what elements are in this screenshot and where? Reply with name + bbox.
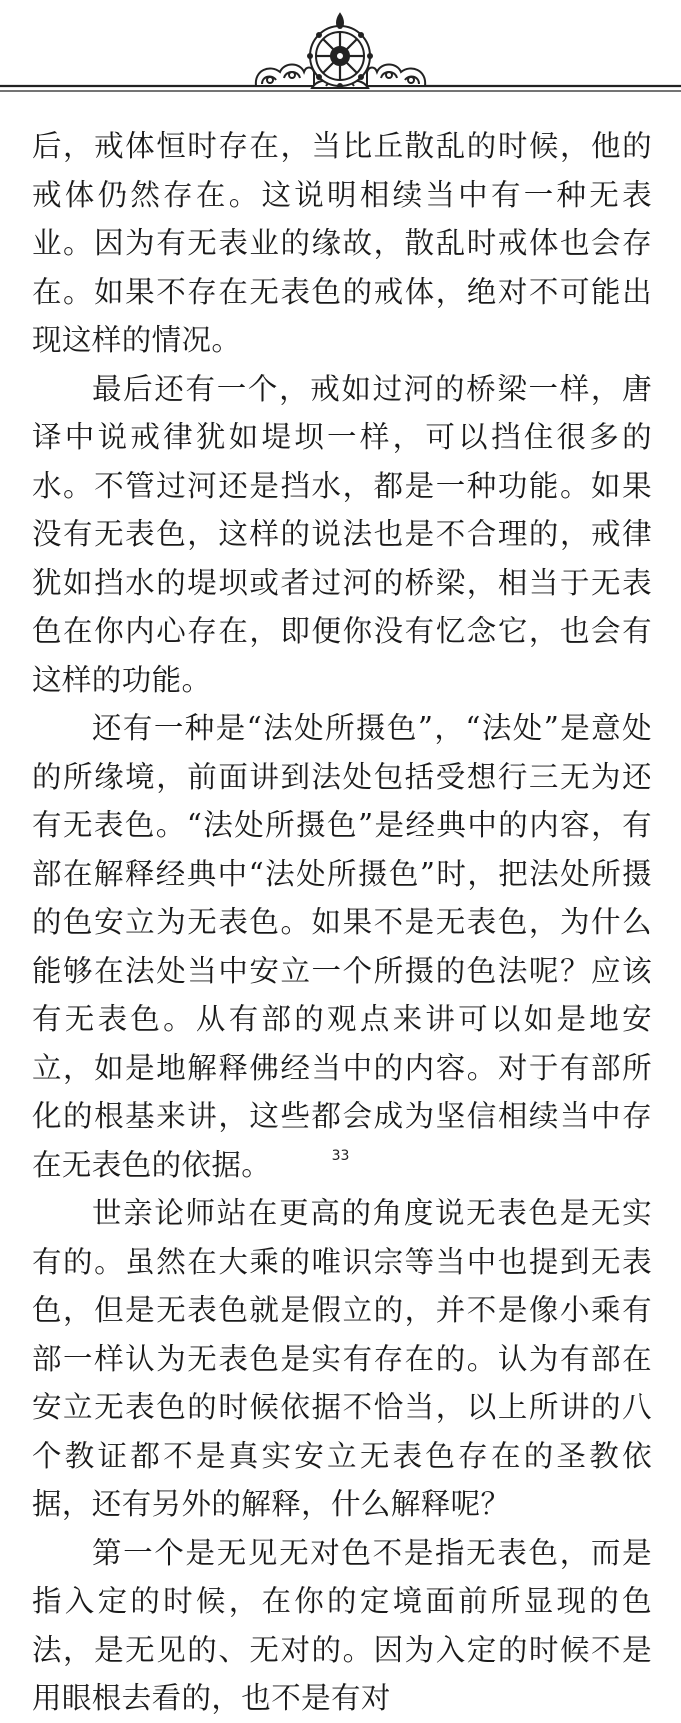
paragraph: 第一个是无见无对色不是指无表色，而是指入定的时候，在你的定境面前所显现的色法，是无见的、无对的。因为入定的时候不是用眼根去看的，也不是有对 [32,1535,652,1715]
paragraph: 世亲论师站在更高的角度说无表色是无实有的。虽然在大乘的唯识宗等当中也提到无表色，但是无表色就是假立的，并不是像小乘有部一样认为无表色是实有存在的。认为有部在安立无表色的时候依据不恰当，以上所讲的八个教证都不是真实安立无表色存在的圣教依据，还有另外的解释，什么解释呢？ [32,1196,652,1521]
header-ornament [0,0,681,120]
paragraph: 后，戒体恒时存在，当比丘散乱的时候，他的戒体仍然存在。这说明相续当中有一种无表业。因为有无表业的缘故，散乱时戒体也会存在。如果不存在无表色的戒体，绝对不可能出现这样的情况。 [32,129,652,357]
page-body [32,122,652,1723]
page-number: 33 [331,1148,350,1164]
page-header [0,0,681,120]
paragraph: 还有一种是“法处所摄色”，“法处”是意处的所缘境，前面讲到法处包括受想行三无为还有无表色。“法处所摄色”是经典中的内容，有部在解释经典中“法处所摄色”时，把法处所摄的色安立为无表色。如果不是无表色，为什么能够在法处当中安立一个所摄的色法呢？应该有无表色。从有部的观点来讲可以如是地安立，如是地解释佛经当中的内容。对于有部所化的根基来讲，这些都会成为坚信相续当中存在无表色的依据。 [32,711,652,1182]
cloud-scroll-icon [256,65,314,87]
cloud-scroll-icon [367,65,425,87]
paragraph: 最后还有一个，戒如过河的桥梁一样，唐译中说戒律犹如堤坝一样，可以挡住很多的水。不管过河还是挡水，都是一种功能。如果没有无表色，这样的说法也是不合理的，戒律犹如挡水的堤坝或者过河的桥梁，相当于无表色在你内心存在，即便你没有忆念它，也会有这样的功能。 [32,371,652,697]
dharma-wheel-icon [307,14,373,89]
